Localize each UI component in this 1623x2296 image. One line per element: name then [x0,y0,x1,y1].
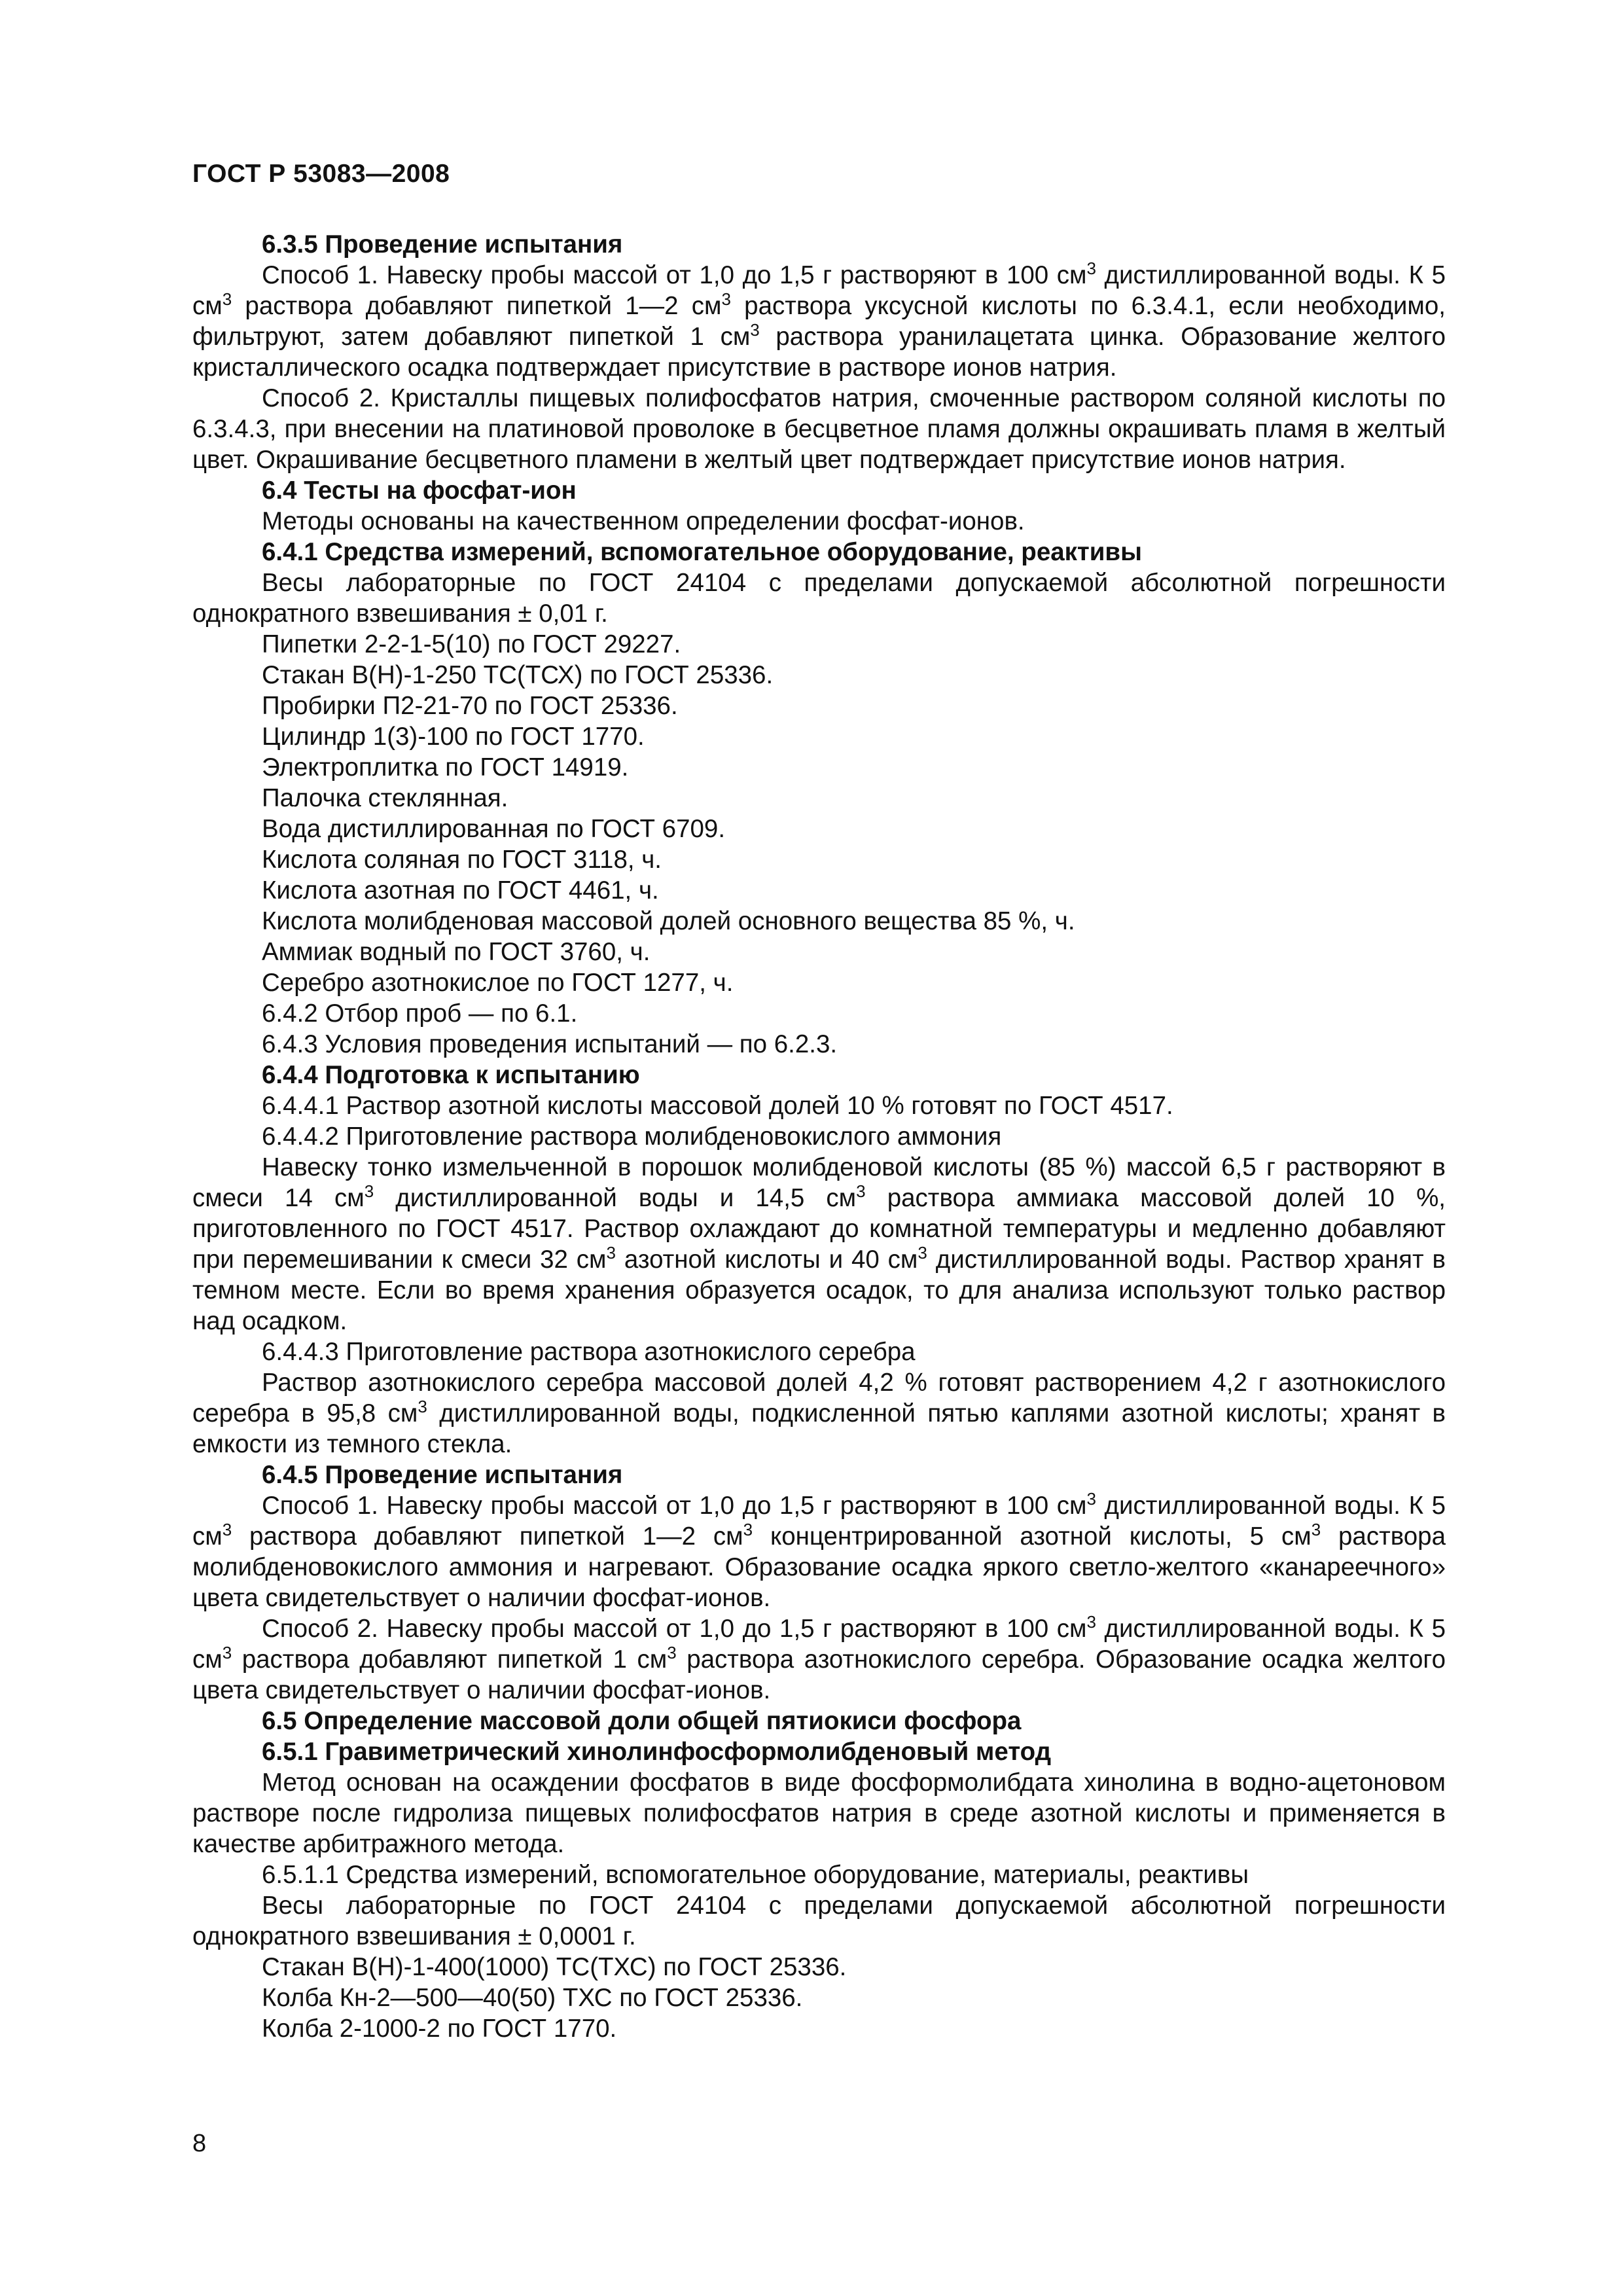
paragraph: 6.4.4.1 Раствор азотной кислоты массовой долей 10 % готовят по ГОСТ 4517. [262,1092,1173,1120]
section-heading-6-4-4: 6.4.4 Подготовка к испытанию [262,1061,640,1089]
paragraph: 6.4.4.2 Приготовление раствора молибденовокислого аммония [262,1122,1002,1151]
list-item: Стакан В(Н)-1-250 ТС(ТСХ) по ГОСТ 25336. [262,661,774,689]
paragraph: Способ 1. Навеску пробы массой от 1,0 до 1,5 г растворяют в 100 $см^3$ дистиллированной воды. К 5 $см^3$ раствора добавляют пипеткой 1—2 $см^3$ раствора уксусной кислоты по 6.3.4.1, если необходимо, фильтруют, затем добавляют пипеткой 1 $см^3$ раствора уранилацетата цинка. Образование желтого кристаллического осадка подтверждает присутствие в растворе ионов натрия. [192,259,1446,382]
document-header: ГОСТ Р 53083—2008 [192,160,450,188]
list-item: Кислота соляная по ГОСТ 3118, ч. [262,846,662,874]
paragraph: Способ 2. Навеску пробы массой от 1,0 до 1,5 г растворяют в 100 $см^3$ дистиллированной воды. К 5 $см^3$ раствора добавляют пипеткой 1 $см^3$ раствора азотнокислого серебра. Образование осадка желтого цвета свидетельствует о наличии фосфат-ионов. [192,1612,1446,1704]
paragraph: Способ 2. Кристаллы пищевых полифосфатов натрия, смоченные раствором соляной кислоты по 6.3.4.3, при внесении на платиновой проволоке в бесцветное пламя должны окрашивать пламя в желтый цвет. Окрашивание бесцветного пламени в желтый цвет подтверждает присутствие ионов натрия. [192,384,1446,474]
document-body [192,229,1446,2044]
section-heading-6-5: 6.5 Определение массовой доли общей пятиокиси фосфора [262,1707,1022,1735]
list-item: Электроплитка по ГОСТ 14919. [262,753,629,781]
list-item: Серебро азотнокислое по ГОСТ 1277, ч. [262,969,734,997]
list-item: Пробирки П2-21-70 по ГОСТ 25336. [262,692,678,720]
paragraph: Метод основан на осаждении фосфатов в виде фосформолибдата хинолина в водно-ацетоновом растворе после гидролиза пищевых полифосфатов натрия в среде азотной кислоты и применяется в качестве арбитражного метода. [192,1768,1446,1858]
list-item: Колба Кн-2—500—40(50) ТХС по ГОСТ 25336. [262,1984,803,2012]
list-item: Аммиак водный по ГОСТ 3760, ч. [262,938,651,966]
paragraph: 6.5.1.1 Средства измерений, вспомогательное оборудование, материалы, реактивы [262,1861,1249,1889]
section-heading-6-4-5: 6.4.5 Проведение испытания [262,1461,623,1489]
paragraph: Весы лабораторные по ГОСТ 24104 с пределами допускаемой абсолютной погрешности однократного взвешивания ± 0,0001 г. [192,1892,1446,1950]
list-item: Колба 2-1000-2 по ГОСТ 1770. [262,2015,617,2043]
page-number: 8 [192,2130,207,2157]
paragraph: Способ 1. Навеску пробы массой от 1,0 до 1,5 г растворяют в 100 $см^3$ дистиллированной воды. К 5 $см^3$ раствора добавляют пипеткой 1—2 $см^3$ концентрированной азотной кислоты, 5 $см^3$ раствора молибденовокислого аммония и нагревают. Образование осадка яркого светло-желтого «канареечного» цвета свидетельствует о наличии фосфат-ионов. [192,1489,1446,1612]
list-item: Пипетки 2-2-1-5(10) по ГОСТ 29227. [262,630,681,658]
paragraph: 6.4.4.3 Приготовление раствора азотнокислого серебра [262,1338,916,1366]
section-heading-6-5-1: 6.5.1 Гравиметрический хинолинфосформолибденовый метод [262,1738,1052,1766]
section-heading-6-4-1: 6.4.1 Средства измерений, вспомогательное оборудование, реактивы [262,538,1142,566]
section-heading-6-3-5: 6.3.5 Проведение испытания [262,230,623,259]
list-item: Кислота азотная по ГОСТ 4461, ч. [262,876,659,905]
paragraph: Раствор азотнокислого серебра массовой долей 4,2 % готовят растворением 4,2 г азотнокислого серебра в 95,8 $см^3$ дистиллированной воды, подкисленной пятью каплями азотной кислоты; хранят в емкости из темного стекла. [192,1369,1446,1458]
list-item: Цилиндр 1(3)-100 по ГОСТ 1770. [262,723,645,751]
list-item: Стакан В(Н)-1-400(1000) ТС(ТХС) по ГОСТ 25336. [262,1953,847,1981]
list-item: Вода дистиллированная по ГОСТ 6709. [262,815,726,843]
list-item: Палочка стеклянная. [262,784,508,812]
paragraph: 6.4.3 Условия проведения испытаний — по 6.2.3. [262,1030,838,1058]
paragraph: Навеску тонко измельченной в порошок молибденовой кислоты (85 %) массой 6,5 г растворяют в смеси 14 $см^3$ дистиллированной воды и 14,5 $см^3$ раствора аммиака массовой долей 10 %, приготовленного по ГОСТ 4517. Раствор охлаждают до комнатной температуры и медленно добавляют при перемешивании к смеси 32 $см^3$ азотной кислоты и 40 $см^3$ дистиллированной воды. Раствор хранят в темном месте. Если во время хранения образуется осадок, то для анализа используют только раствор над осадком. [192,1153,1446,1335]
list-item: Кислота молибденовая массовой долей основного вещества 85 %, ч. [262,907,1075,935]
section-heading-6-4: 6.4 Тесты на фосфат-ион [262,476,577,505]
paragraph: Методы основаны на качественном определении фосфат-ионов. [262,507,1025,535]
paragraph: 6.4.2 Отбор проб — по 6.1. [262,999,578,1028]
paragraph: Весы лабораторные по ГОСТ 24104 с пределами допускаемой абсолютной погрешности однократного взвешивания ± 0,01 г. [192,569,1446,628]
